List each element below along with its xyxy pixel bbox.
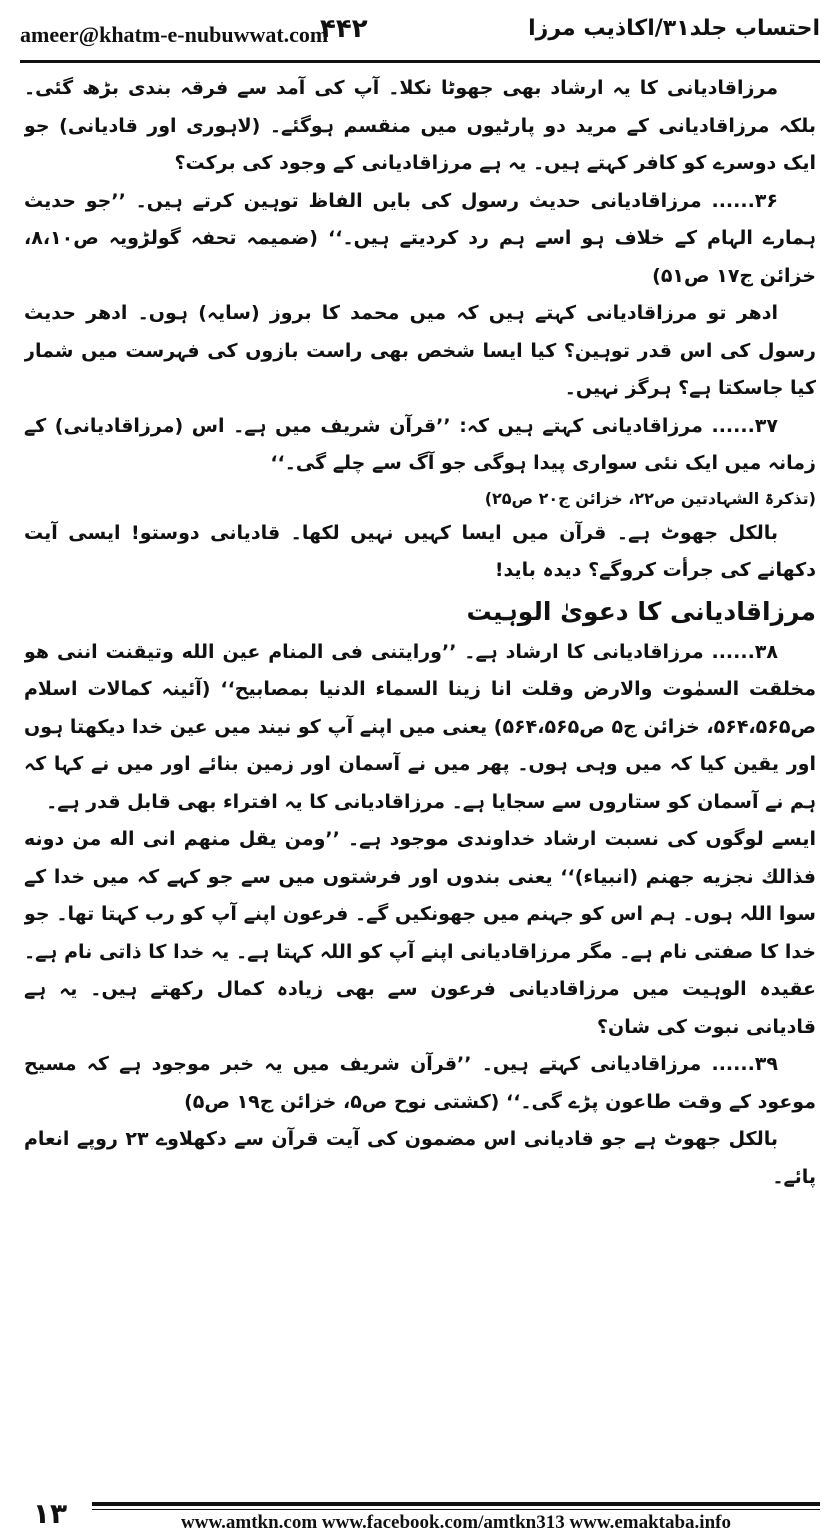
paragraph-39: ۳۹...... مرزاقادیانی کہتے ہیں۔ ’’قرآن شریف میں یہ خبر موجود ہے کہ مسیح موعود کے وقت طاعون پڑے گی۔‘‘ (کشتی نوح ص۵، خزائن ج۱۹ ص۵) [24,1053,816,1113]
reference-37: (تذکرۃ الشہادتین ص۲۲، خزائن ج۲۰ ص۲۵) [484,488,816,508]
paragraph-3: ادھر تو مرزاقادیانی کہتے ہیں کہ میں محمد کا بروز (سایہ) ہوں۔ ادھر حدیث رسول کی اس قدر توہین؟ کیا ایسا شخص بھی راست بازوں کی فہرست میں شمار کیا جاسکتا ہے؟ ہرگز نہیں۔ [24,302,816,399]
page-header [20,14,820,54]
paragraph-37: ۳۷...... مرزاقادیانی کہتے ہیں کہ: ’’قرآن شریف میں ہے۔ اس (مرزاقادیانی) کے زمانہ میں ایک نئی سواری پیدا ہوگی جو آگ سے چلے گی۔‘‘ [24,414,816,474]
paragraph-7: ایسے لوگوں کی نسبت ارشاد خداوندی موجود ہے۔ ’’ومن یقل منھم انی اله من دونه فذالك نجزیه جھنم (انبیاء)‘‘ یعنی بندوں اور فرشتوں میں سے جو کہے کہ میں خدا کے سوا اللہ ہوں۔ ہم اس کو جہنم میں جھونکیں گے۔ فرعون اپنے آپ کو رب کہتا تھا۔ جو خدا کا صفتی نام ہے۔ مگر مرزاقادیانی اپنے آپ کو اللہ کہتا ہے۔ یہ خدا کا ذاتی نام ہے۔ عقیدہ الوہیت میں مرزاقادیانی فرعون سے بھی زیادہ کمال رکھتے ہیں۔ یہ ہے قادیانی نبوت کی شان؟ [24,828,816,1038]
header-book-title: احتساب جلد۳۱/اکاذیب مرزا [528,16,820,41]
footer-divider-thick [92,1502,820,1506]
section-heading: مرزاقادیانی کا دعویٰ الوہیت [466,596,816,626]
paragraph-5: بالکل جھوٹ ہے۔ قرآن میں ایسا کہیں نہیں لکھا۔ قادیانی دوستو! ایسی آیت دکھانے کی جرأت کروگے؟ دیدہ باید! [24,521,816,581]
header-page-number: ۴۴۲ [320,14,368,44]
header-email[interactable]: ameer@khatm-e-nubuwwat.com [20,22,329,47]
paragraph-1: مرزاقادیانی کا یہ ارشاد بھی جھوٹا نکلا۔ آپ کی آمد سے فرقہ بندی بڑھ گئی۔ بلکہ مرزاقادیانی کے مرید دو پارٹیوں میں منقسم ہوگئے۔ (لاہوری اور قادیانی) جو ایک دوسرے کو کافر کہتے ہیں۔ یہ ہے مرزاقادیانی کے وجود کی برکت؟ [24,77,816,174]
paragraph-36: ۳۶...... مرزاقادیانی حدیث رسول کی بایں الفاظ توہین کرتے ہیں۔ ’’جو حدیث ہمارے الہام کے خلاف ہو اسے ہم رد کردیتے ہیں۔‘‘ (ضمیمہ تحفہ گولڑویہ ص۸،۱۰، خزائن ج۱۷ ص۵۱) [24,189,816,287]
footer-divider-thin [92,1509,820,1510]
footer-links[interactable]: www.amtkn.com www.facebook.com/amtkn313 www.emaktaba.info [181,1512,731,1533]
header-divider [20,60,820,63]
footer-page-number: ۱۳ [32,1497,68,1530]
paragraph-9: بالکل جھوٹ ہے جو قادیانی اس مضمون کی آیت قرآن سے دکھلاوے ۲۳ روپے انعام پائے۔ [24,1128,816,1188]
paragraph-38: ۳۸...... مرزاقادیانی کا ارشاد ہے۔ ’’ورایتنی فی المنام عین الله وتیقنت اننی ھو مخلقت السمٰوت والارض وقلت انا زینا السماء الدنیا بمصابیح‘‘ (آئینہ کمالات اسلام ص۵۶۴،۵۶۵، خزائن ج۵ ص۵۶۴،۵۶۵) یعنی میں اپنے آپ کو نیند میں عین خدا دیکھتا ہوں اور یقین کیا کہ میں وہی ہوں۔ پھر میں نے آسمان اور زمین بنائے اور میں نے کہا کہ ہم نے آسمان کو ستاروں سے سجایا ہے۔ مرزاقادیانی کا یہ افتراء بھی قابل قدر ہے۔ [24,640,816,813]
page-body [24,70,816,1480]
